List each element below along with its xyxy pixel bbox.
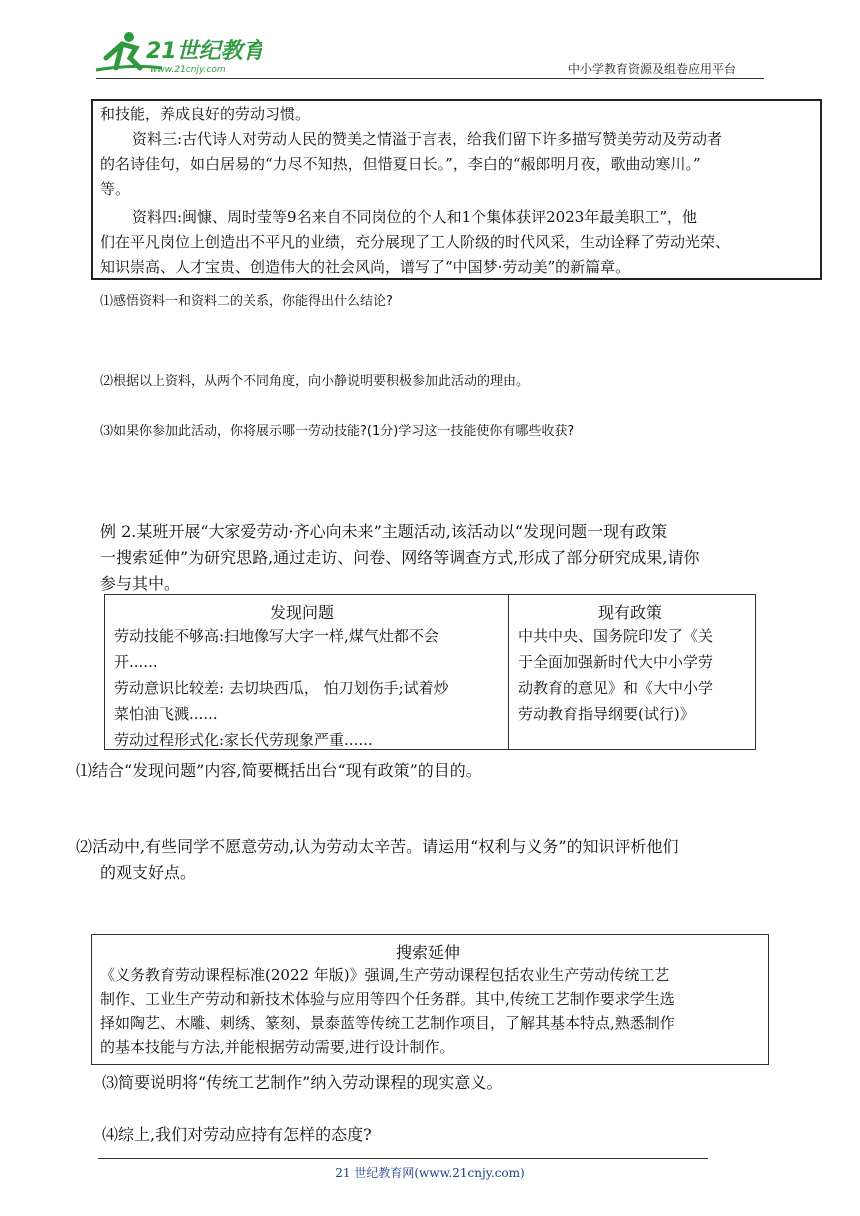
table-cell-line: 劳动意识比较差: 去切块西瓜， 怕刀划伤手;试着炒 bbox=[114, 679, 449, 697]
materials-box bbox=[91, 99, 822, 280]
example-line: 参与其中。 bbox=[100, 574, 181, 593]
svg-text:21世纪教育: 21世纪教育 bbox=[146, 39, 262, 64]
question-ex2-2-cont: 的观支好点。 bbox=[100, 863, 197, 882]
table-divider bbox=[508, 594, 509, 750]
svg-text:www.21cnjy.com: www.21cnjy.com bbox=[150, 65, 226, 75]
header-rule bbox=[96, 78, 764, 79]
question-1: ⑴感悟资料一和资料二的关系，你能得出什么结论? bbox=[100, 294, 393, 309]
question-ex2-4: ⑷综上,我们对劳动应持有怎样的态度? bbox=[102, 1125, 372, 1144]
site-logo bbox=[92, 28, 262, 78]
material-line: 和技能，养成良好的劳动习惯。 bbox=[100, 105, 311, 123]
example-line: 一搜索延伸”为研究思路,通过走访、问卷、网络等调查方式,形成了部分研究成果,请你 bbox=[100, 548, 700, 567]
question-ex2-2: ⑵活动中,有些同学不愿意劳动,认为劳动太辛苦。请运用“权利与义务”的知识评析他们 bbox=[76, 837, 679, 856]
runner-logo-icon bbox=[92, 28, 262, 78]
material-line: 的名诗佳句，如白居易的“力尽不知热，但惜夏日长。”，李白的“赧郎明月夜，歌曲动寒川。” bbox=[100, 155, 701, 173]
table-header-policies: 现有政策 bbox=[598, 603, 663, 622]
search-extension-line: 的基本技能与方法,并能根据劳动需要,进行设计制作。 bbox=[100, 1038, 455, 1056]
search-extension-line: 择如陶艺、木雕、刺绣、篆刻、景泰蓝等传统工艺制作项目，了解其基本特点,熟悉制作 bbox=[100, 1014, 675, 1032]
table-cell-line: 动教育的意见》和《大中小学 bbox=[518, 679, 714, 697]
footer-rule bbox=[98, 1158, 708, 1159]
material-line: 知识崇高、人才宝贵、创造伟大的社会风尚，谱写了“中国梦·劳动美”的新篇章。 bbox=[100, 258, 631, 276]
table-cell-line: 菜怕油飞溅...... bbox=[114, 705, 218, 723]
table-cell-line: 中共中央、国务院印发了《关 bbox=[518, 627, 714, 645]
question-ex2-3: ⑶简要说明将“传统工艺制作”纳入劳动课程的现实意义。 bbox=[102, 1073, 503, 1092]
table-cell-line: 劳动技能不够高:扫地像写大字一样,煤气灶都不会 bbox=[114, 627, 439, 645]
table-header-problems: 发现问题 bbox=[270, 603, 335, 622]
search-extension-line: 制作、工业生产劳动和新技术体验与应用等四个任务群。其中,传统工艺制作要求学生选 bbox=[100, 990, 675, 1008]
material-line: 等。 bbox=[100, 180, 131, 198]
question-3: ⑶如果你参加此活动，你将展示哪一劳动技能?(1分)学习这一技能使你有哪些收获? bbox=[100, 424, 575, 439]
example-line: 例 2.某班开展“大家爱劳动·齐心向未来”主题活动,该活动以“发现问题一现有政策 bbox=[100, 522, 668, 541]
platform-title: 中小学教育资源及组卷应用平台 bbox=[568, 62, 737, 76]
material-line: 资料四:闽慷、周时莹等9名来自不同岗位的个人和1个集体获评2023年最美职工”，他 bbox=[132, 208, 697, 226]
material-line: 们在平凡岗位上创造出不平凡的业绩，充分展现了工人阶级的时代风采，生动诠释了劳动光荣、 bbox=[100, 233, 731, 251]
material-line: 资料三:古代诗人对劳动人民的赞美之情溢于言表，给我们留下许多描写赞美劳动及劳动者 bbox=[132, 130, 723, 148]
table-cell-line: 于全面加强新时代大中小学劳 bbox=[518, 653, 714, 671]
table-cell-line: 开...... bbox=[114, 653, 158, 671]
question-ex2-1: ⑴结合“发现问题”内容,简要概括出台“现有政策”的目的。 bbox=[76, 761, 482, 780]
footer-text: 21 世纪教育网(www.21cnjy.com) bbox=[335, 1166, 525, 1180]
table-cell-line: 劳动过程形式化:家长代劳现象严重...... bbox=[114, 731, 373, 749]
search-extension-line: 《义务教育劳动课程标准(2022 年版)》强调,生产劳动课程包括农业生产劳动传统工艺 bbox=[100, 966, 670, 984]
question-2: ⑵根据以上资料，从两个不同角度，向小静说明要积极参加此活动的理由。 bbox=[100, 374, 530, 389]
search-extension-title: 搜索延伸 bbox=[396, 943, 461, 962]
table-cell-line: 劳动教育指导纲要(试行)》 bbox=[518, 705, 695, 723]
